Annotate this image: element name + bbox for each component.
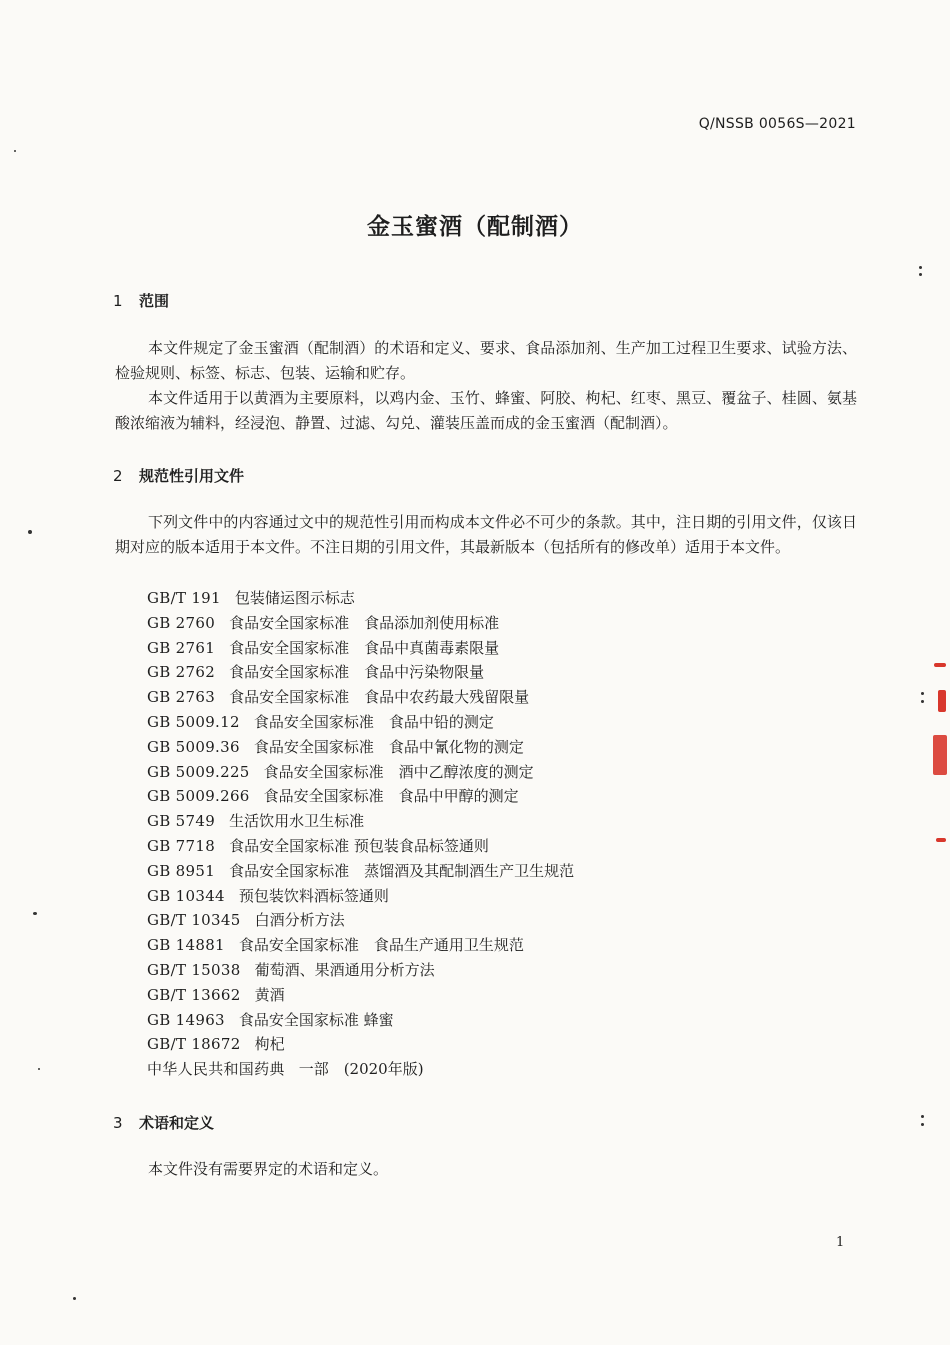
reference-title: 白酒分析方法 — [254, 911, 345, 930]
scan-speck — [921, 700, 924, 703]
scan-speck — [33, 912, 37, 915]
reference-item — [147, 685, 574, 710]
section-2-paragraph-1: 下列文件中的内容通过文中的规范性引用而构成本文件必不可少的条款。其中，注日期的引用文件，仅该日期对应的版本适用于本文件。不注日期的引用文件，其最新版本（包括所有的修改单）适用于本文件。 — [115, 513, 857, 556]
reference-code: GB 2761 — [147, 638, 216, 657]
reference-item — [147, 710, 574, 735]
reference-title: 食品安全国家标准 食品中甲醇的测定 — [263, 787, 519, 806]
reference-title: 食品安全国家标准 蜂蜜 — [238, 1010, 394, 1029]
reference-code: GB/T 191 — [147, 589, 221, 607]
scan-speck — [921, 1123, 924, 1126]
reference-item — [147, 933, 574, 958]
reference-code: GB 10344 — [147, 886, 225, 905]
reference-code: GB/T 18672 — [147, 1035, 241, 1054]
reference-title: 食品安全国家标准 食品中铅的测定 — [253, 712, 494, 731]
section-3-paragraph-1: 本文件没有需要界定的术语和定义。 — [148, 1160, 389, 1178]
reference-code: GB 7718 — [147, 836, 216, 855]
reference-title: 生活饮用水卫生标准 — [229, 812, 365, 831]
reference-code: GB 2762 — [147, 663, 216, 682]
reference-item — [147, 611, 574, 636]
reference-item — [147, 735, 574, 760]
reference-title: 预包装饮料酒标签通则 — [238, 886, 389, 905]
reference-item — [147, 958, 574, 983]
reference-item — [147, 784, 574, 809]
section-1-heading — [113, 290, 169, 311]
reference-title: 包装储运图示标志 — [234, 589, 355, 607]
reference-code: GB 2760 — [147, 613, 216, 632]
reference-title: 黄酒 — [254, 985, 285, 1004]
scan-speck — [921, 1115, 924, 1118]
reference-item — [147, 636, 574, 661]
scan-speck — [14, 150, 16, 152]
reference-item — [147, 660, 574, 685]
section-number: 1 — [113, 292, 123, 310]
reference-title: 食品安全国家标准 蒸馏酒及其配制酒生产卫生规范 — [229, 861, 575, 880]
reference-code: 中华人民共和国药典 — [147, 1060, 285, 1079]
reference-item — [147, 884, 574, 909]
reference-code: GB/T 10345 — [147, 911, 241, 930]
reference-title: 一部 (2020年版) — [298, 1060, 424, 1079]
scan-speck — [73, 1297, 76, 1300]
reference-item — [147, 834, 574, 859]
reference-title: 枸杞 — [254, 1035, 285, 1054]
scan-speck — [919, 266, 922, 269]
normative-references-list — [147, 586, 574, 1082]
reference-code: GB 5009.36 — [147, 737, 240, 756]
reference-item — [147, 1057, 574, 1082]
reference-code: GB/T 15038 — [147, 960, 241, 979]
reference-code: GB 14881 — [147, 936, 225, 955]
reference-item — [147, 908, 574, 933]
reference-title: 食品安全国家标准 酒中乙醇浓度的测定 — [263, 762, 534, 781]
seal-fragment — [934, 663, 946, 667]
section-1-paragraph-1: 本文件规定了金玉蜜酒（配制酒）的术语和定义、要求、食品添加剂、生产加工过程卫生要求、试验方法、检验规则、标签、标志、包装、运输和贮存。 — [115, 339, 857, 382]
reference-item — [147, 760, 574, 785]
reference-title: 食品安全国家标准 食品中污染物限量 — [229, 663, 485, 682]
reference-code: GB 5009.266 — [147, 787, 250, 806]
document-code: Q/NSSB 0056S—2021 — [698, 116, 856, 132]
reference-title: 食品安全国家标准 食品添加剂使用标准 — [229, 613, 500, 632]
scan-speck — [38, 1068, 40, 1070]
reference-code: GB 5009.12 — [147, 712, 240, 731]
reference-item — [147, 859, 574, 884]
page-number: 1 — [836, 1235, 845, 1250]
section-3-heading — [113, 1112, 214, 1133]
reference-code: GB 5749 — [147, 812, 216, 831]
reference-title: 食品安全国家标准 食品生产通用卫生规范 — [238, 936, 524, 955]
seal-fragment — [933, 735, 947, 775]
reference-code: GB/T 13662 — [147, 985, 241, 1004]
section-title: 术语和定义 — [139, 1114, 215, 1132]
reference-item — [147, 809, 574, 834]
seal-fragment — [936, 838, 946, 842]
section-title: 规范性引用文件 — [139, 467, 245, 485]
reference-title: 食品安全国家标准 食品中农药最大残留限量 — [229, 688, 530, 707]
section-1-paragraph-2: 本文件适用于以黄酒为主要原料，以鸡内金、玉竹、蜂蜜、阿胶、枸杞、红枣、黑豆、覆盆子、桂圆、氨基酸浓缩液为辅料，经浸泡、静置、过滤、勾兑、灌装压盖而成的金玉蜜酒（配制酒）。 — [115, 389, 857, 432]
scan-speck — [921, 692, 924, 695]
scan-speck — [919, 273, 922, 276]
section-number: 3 — [113, 1114, 123, 1132]
seal-fragment — [938, 690, 946, 712]
reference-title: 葡萄酒、果酒通用分析方法 — [254, 960, 435, 979]
reference-item — [147, 1008, 574, 1033]
scan-speck — [28, 530, 32, 534]
reference-item — [147, 586, 574, 611]
reference-title: 食品安全国家标准 预包装食品标签通则 — [229, 836, 489, 855]
section-number: 2 — [113, 467, 123, 485]
reference-item — [147, 983, 574, 1008]
document-title: 金玉蜜酒（配制酒） — [367, 214, 583, 240]
section-2-heading — [113, 465, 244, 486]
reference-code: GB 14963 — [147, 1010, 225, 1029]
section-title: 范围 — [139, 292, 170, 310]
reference-title: 食品安全国家标准 食品中氰化物的测定 — [253, 737, 524, 756]
reference-code: GB 5009.225 — [147, 762, 250, 781]
reference-item — [147, 1032, 574, 1057]
reference-code: GB 8951 — [147, 861, 216, 880]
reference-code: GB 2763 — [147, 688, 216, 707]
reference-title: 食品安全国家标准 食品中真菌毒素限量 — [229, 638, 500, 657]
